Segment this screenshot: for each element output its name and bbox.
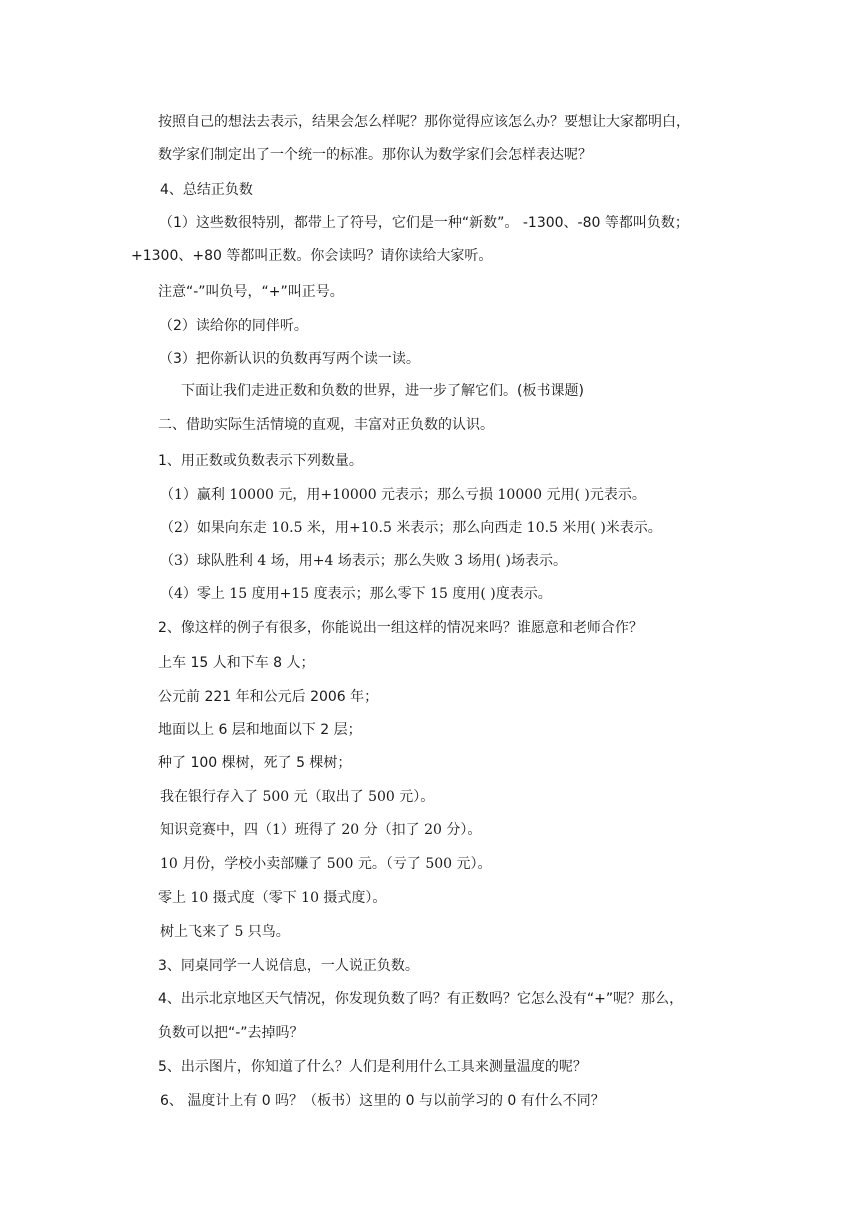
- text-line-4: （1）这些数很特别，都带上了符号，它们是一种“新数”。 -1300、-80 等都叫负数；: [159, 215, 689, 231]
- example-line-4: 种了 100 棵树，死了 5 棵树；: [158, 755, 352, 771]
- exercise-item-1: （1）赢利 10000 元，用+10000 元表示；那么亏损 10000 元用( )元表示。: [160, 487, 646, 503]
- text-line-2: 数学家们制定出了一个统一的标准。那你认为数学家们会怎样表达呢？: [158, 147, 592, 163]
- text-line-7: （2）读给你的同伴听。: [159, 318, 308, 334]
- example-line-6: 知识竞赛中，四（1）班得了 20 分（扣了 20 分）。: [160, 822, 482, 838]
- text-line-27: 4、出示北京地区天气情况，你发现负数了吗？有正数吗？它怎么没有“+”呢？那么，: [158, 991, 684, 1007]
- text-line-8: （3）把你新认识的负数再写两个读一读。: [159, 351, 420, 367]
- example-line-1: 上车 15 人和下车 8 人；: [158, 655, 315, 671]
- text-line-5: +1300、+80 等都叫正数。你会读吗？请你读给大家听。: [131, 248, 493, 264]
- example-line-5: 我在银行存入了 500 元（取出了 500 元）。: [160, 789, 435, 805]
- text-line-28: 负数可以把“-”去掉吗？: [158, 1025, 304, 1041]
- example-line-2: 公元前 221 年和公元后 2006 年；: [158, 689, 379, 705]
- example-line-9: 树上飞来了 5 只鸟。: [160, 924, 290, 940]
- text-line-9: 下面让我们走进正数和负数的世界，进一步了解它们。(板书课题): [181, 383, 584, 399]
- section-heading-2: 二、借助实际生活情境的直观，丰富对正负数的认识。: [158, 417, 494, 433]
- text-line-29: 5、出示图片，你知道了什么？人们是利用什么工具来测量温度的呢？: [158, 1059, 587, 1075]
- exercise-item-2: （2）如果向东走 10.5 米，用+10.5 米表示；那么向西走 10.5 米用( )米表示。: [160, 520, 662, 536]
- exercise-item-3: （3）球队胜利 4 场，用+4 场表示；那么失败 3 场用( )场表示。: [160, 553, 567, 569]
- section-heading-4: 4、总结正负数: [160, 182, 253, 198]
- text-line-1: 按照自己的想法去表示，结果会怎么样呢？那你觉得应该怎么办？要想让大家都明白，: [158, 114, 690, 130]
- text-line-30: 6、 温度计上有 0 吗？（板书）这里的 0 与以前学习的 0 有什么不同？: [160, 1093, 605, 1109]
- example-line-8: 零上 10 摄式度（零下 10 摄式度）。: [158, 890, 387, 906]
- text-line-26: 3、同桌同学一人说信息，一人说正负数。: [158, 958, 419, 974]
- text-line-16: 2、像这样的例子有很多，你能说出一组这样的情况来吗？谁愿意和老师合作？: [158, 620, 643, 636]
- example-line-7: 10 月份，学校小卖部赚了 500 元。（亏了 500 元）。: [160, 856, 492, 872]
- text-line-6: 注意“-”叫负号，“+”叫正号。: [158, 284, 344, 300]
- example-line-3: 地面以上 6 层和地面以下 2 层；: [158, 722, 362, 738]
- exercise-item-4: （4）零上 15 度用+15 度表示；那么零下 15 度用( )度表示。: [160, 586, 552, 602]
- text-line-11: 1、用正数或负数表示下列数量。: [158, 453, 363, 469]
